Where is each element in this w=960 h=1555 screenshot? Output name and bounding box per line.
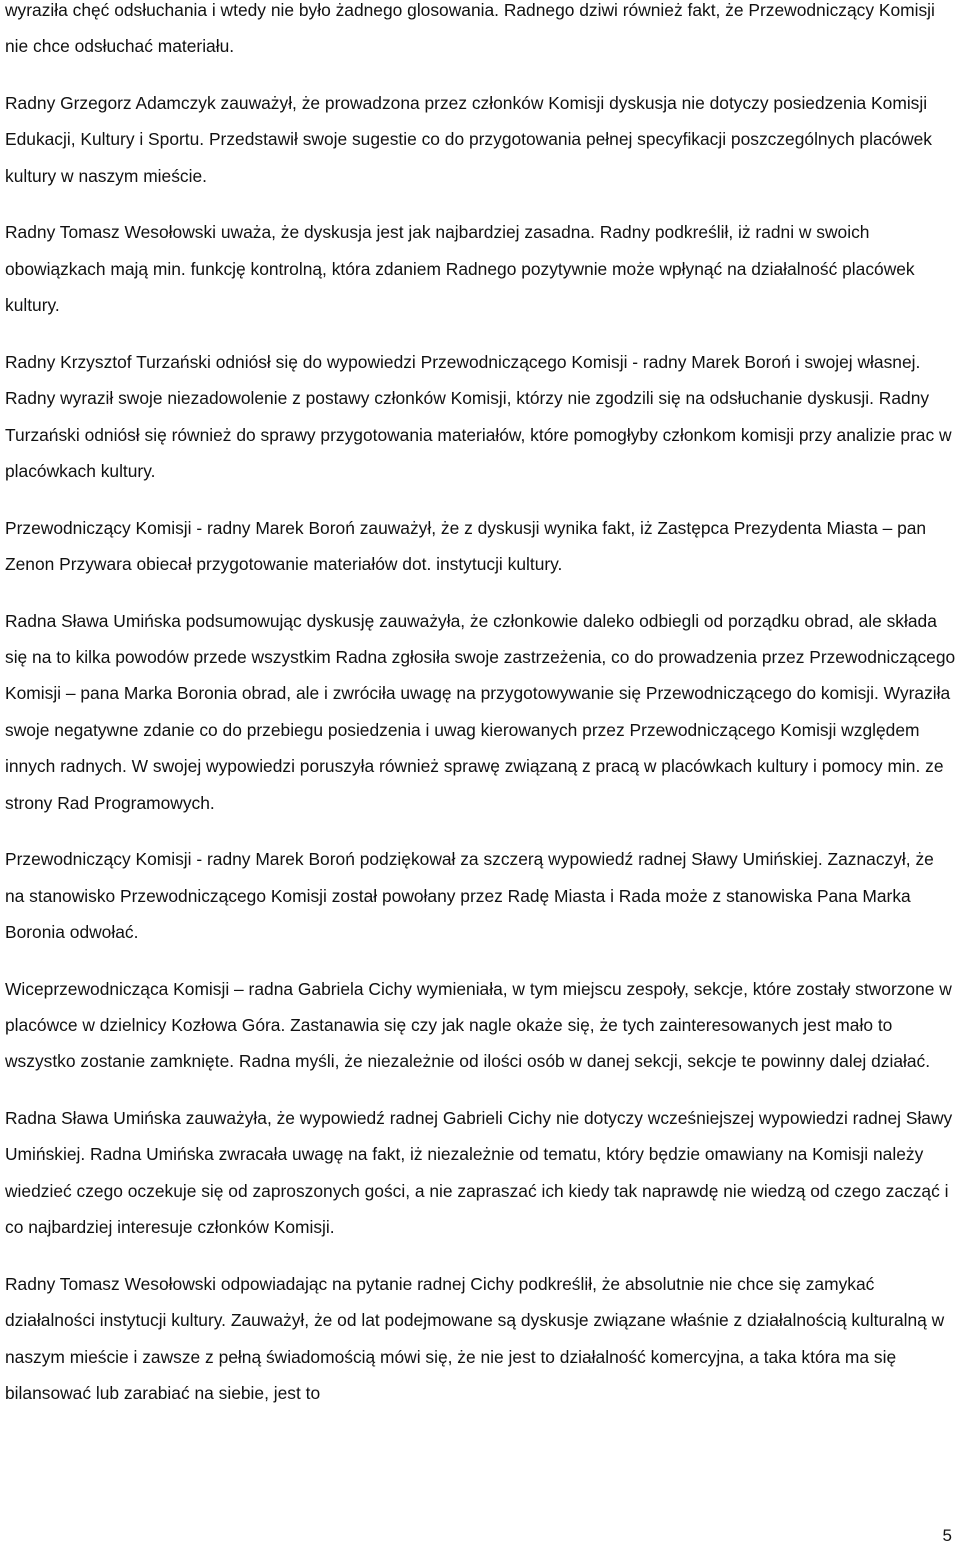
paragraph: Radny Tomasz Wesołowski odpowiadając na pytanie radnej Cichy podkreślił, że absolutnie nie chce się zamykać działalności instytucji kultury. Zauważył, że od lat podejmowane są dyskusje związane właśnie z działalnością kulturalną w naszym mieście i zawsze z pełną świadomością mówi się, że nie jest to działalność komercyjna, a taka która ma się bilansować lub zarabiać na siebie, jest to	[5, 1273, 945, 1404]
paragraph: Przewodniczący Komisji - radny Marek Boroń zauważył, że z dyskusji wynika fakt, iż Zastępca Prezydenta Miasta – pan Zenon Przywara obiecał przygotowanie materiałów dot. instytucji kultury.	[5, 517, 927, 575]
page-number: 5	[942, 1526, 952, 1545]
paragraph: Wiceprzewodnicząca Komisji – radna Gabriela Cichy wymieniała, w tym miejscu zespoły, sekcje, które zostały stworzone w placówce w dzielnicy Kozłowa Góra. Zastanawia się czy jak nagle okaże się, że tych zainteresowanych jest mało to wszystko zostanie zamknięte. Radna myśli, że niezależnie od ilości osób w danej sekcji, sekcje te powinny dalej działać.	[5, 978, 952, 1072]
paragraph: Radna Sława Umińska zauważyła, że wypowiedź radnej Gabrieli Cichy nie dotyczy wcześniejszej wypowiedzi radnej Sławy Umińskiej. Radna Umińska zwracała uwagę na fakt, iż niezależnie od tematu, który będzie omawiany na Komisji należy wiedzieć czego oczekuje się od zaproszonych gości, a nie zapraszać ich kiedy tak naprawdę nie wiedzą od czego zacząć i co najbardziej interesuje członków Komisji.	[5, 1108, 953, 1238]
document-body	[5, 0, 957, 1432]
paragraph: Przewodniczący Komisji - radny Marek Boroń podziękował za szczerą wypowiedź radnej Sławy Umińskiej. Zaznaczył, że na stanowisko Przewodniczącego Komisji został powołany przez Radę Miasta i Rada może z stanowiska Pana Marka Boronia odwołać.	[5, 849, 934, 943]
paragraph: Radny Krzysztof Turzański odniósł się do wypowiedzi Przewodniczącego Komisji - radny Marek Boroń i swojej własnej. Radny wyraził swoje niezadowolenie z postawy członków Komisji, którzy nie zgodzili się na odsłuchanie dyskusji. Radny Turzański odniósł się również do sprawy przygotowania materiałów, które pomogłyby członkom komisji przy analizie prac w placówkach kultury.	[5, 351, 952, 482]
paragraph: wyraziła chęć odsłuchania i wtedy nie było żadnego glosowania. Radnego dziwi również fakt, że Przewodniczący Komisji nie chce odsłuchać materiału.	[5, 0, 935, 57]
paragraph: Radna Sława Umińska podsumowując dyskusję zauważyła, że członkowie daleko odbiegli od porządku obrad, ale składa się na to kilka powodów przede wszystkim Radna zgłosiła swoje zastrzeżenia, co do prowadzenia przez Przewodniczącego Komisji – pana Marka Boronia obrad, ale i zwróciła uwagę na przygotowywanie się Przewodniczącego do komisji. Wyraziła swoje negatywne zdanie co do przebiegu posiedzenia i uwag kierowanych przez Przewodniczącego Komisji względem innych radnych. W swojej wypowiedzi poruszyła również sprawę związaną z pracą w placówkach kultury i pomocy min. ze strony Rad Programowych.	[5, 610, 956, 813]
paragraph: Radny Tomasz Wesołowski uważa, że dyskusja jest jak najbardziej zasadna. Radny podkreślił, iż radni w swoich obowiązkach mają min. funkcję kontrolną, która zdaniem Radnego pozytywnie może wpłynąć na działalność placówek kultury.	[5, 222, 915, 316]
paragraph: Radny Grzegorz Adamczyk zauważył, że prowadzona przez członków Komisji dyskusja nie dotyczy posiedzenia Komisji Edukacji, Kultury i Sportu. Przedstawił swoje sugestie co do przygotowania pełnej specyfikacji poszczególnych placówek kultury w naszym mieście.	[5, 93, 933, 186]
